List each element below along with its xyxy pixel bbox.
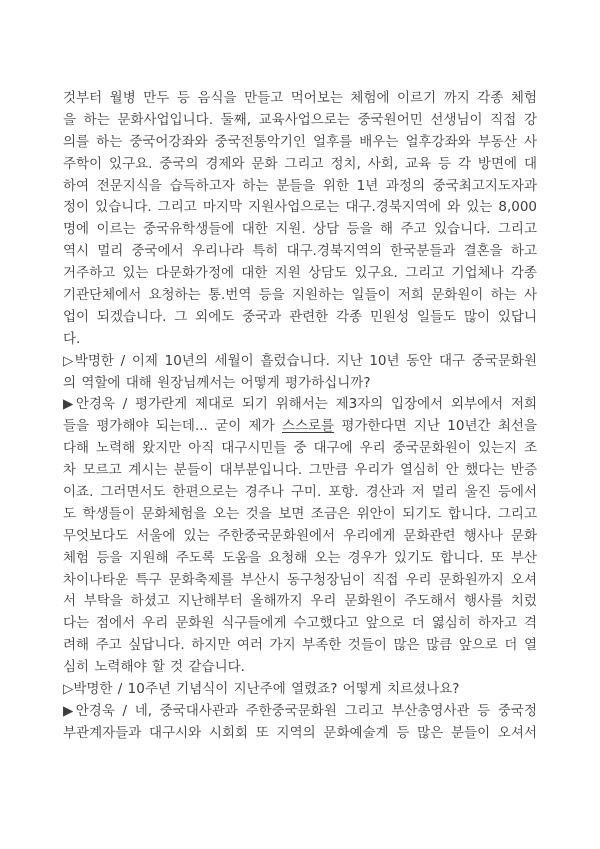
underlined-text: 스스로를 bbox=[281, 418, 335, 435]
text-segment: 서 부탁을 하셨고 지난해부터 올해까지 우리 문화원이 주도해서 행사를 치렀 bbox=[63, 593, 537, 610]
text-segment: 부관계자들과 대구시와 시회회 또 지역의 문화예술계 등 많은 분들이 오셔서 bbox=[63, 724, 537, 741]
text-line bbox=[63, 723, 537, 745]
text-segment: 역시 멀리 중국에서 우리나라 특히 대구.경북지역의 한국분들과 결혼을 하고 bbox=[63, 243, 537, 260]
document-body bbox=[63, 88, 537, 745]
text-line bbox=[63, 176, 537, 198]
text-segment: 심히 노력해야 할 것 같습니다. bbox=[63, 659, 245, 676]
text-line bbox=[63, 570, 537, 592]
text-line bbox=[63, 351, 537, 373]
text-line bbox=[63, 110, 537, 132]
text-segment: 거주하고 있는 다문화가정에 대한 지원 상담도 있구요. 그리고 기업체나 각종 bbox=[63, 265, 537, 282]
text-segment: 다. bbox=[63, 330, 81, 347]
text-segment: 을 하는 문화사업입니다. 둘째, 교육사업으로는 중국원어민 선생님이 직접 강 bbox=[63, 111, 537, 128]
text-line bbox=[63, 329, 537, 351]
text-segment: ▷박명한 / 10주년 기념식이 지난주에 열렸죠? 어떻게 치르셨나요? bbox=[63, 681, 460, 698]
text-segment: ▶안경욱 / 네, 중국대사관과 주한중국문화원 그리고 부산총영사관 등 중국정 bbox=[63, 702, 537, 719]
text-line bbox=[63, 635, 537, 657]
text-line bbox=[63, 263, 537, 285]
text-segment: 도 학생들이 문화체험을 오는 것을 보면 조금은 위안이 되기도 합니다. 그리고 bbox=[63, 505, 537, 522]
text-line bbox=[63, 132, 537, 154]
text-line bbox=[63, 438, 537, 460]
text-line bbox=[63, 241, 537, 263]
text-segment: 정이 있습니다. 그리고 마지막 지원사업으로는 대구.경북지역에 와 있는 8,000 bbox=[63, 199, 537, 216]
text-segment: 이죠. 그러면서도 한편으로는 경주나 구미. 포항. 경산과 저 멀리 울진 등에서 bbox=[63, 484, 537, 501]
text-segment: 무엇보다도 서울에 있는 주한중국문화원에서 우리에게 문화관련 행사나 문화 bbox=[63, 527, 537, 544]
text-line bbox=[63, 657, 537, 679]
text-line bbox=[63, 154, 537, 176]
text-line bbox=[63, 482, 537, 504]
text-line bbox=[63, 373, 537, 395]
text-segment: 려해 주고 싶답니다. 하지만 여러 가지 부족한 것들이 많은 많큼 앞으로 더 열 bbox=[63, 637, 537, 654]
text-segment: 하여 전문지식을 습득하고자 하는 분들을 위한 1년 과정의 중국최고지도자과 bbox=[63, 177, 537, 194]
text-segment: 명에 이르는 중국유학생들에 대한 지원. 상담 등을 해 주고 있습니다. 그리고 bbox=[63, 221, 537, 238]
text-segment: 업이 되겠습니다. 그 외에도 중국과 관련한 각종 민원성 일들도 많이 있답니 bbox=[63, 308, 537, 325]
text-line bbox=[63, 504, 537, 526]
text-segment: 차 모르고 계시는 분들이 대부분입니다. 그만큼 우리가 열심히 안 했다는 반증 bbox=[63, 462, 537, 479]
text-line bbox=[63, 197, 537, 219]
text-line bbox=[63, 460, 537, 482]
text-segment: 평가한다면 지난 10년간 최선을 bbox=[334, 418, 537, 435]
text-line bbox=[63, 548, 537, 570]
text-segment: 의 역할에 대해 원장님께서는 어떻게 평가하십니까? bbox=[63, 374, 371, 391]
text-line bbox=[63, 88, 537, 110]
text-line bbox=[63, 526, 537, 548]
text-line bbox=[63, 591, 537, 613]
text-segment: 들을 평가해야 되는데... 굳이 제가 bbox=[63, 418, 282, 435]
text-segment: 기관단체에서 요청하는 통.번역 등을 지원하는 일들이 저희 문화원이 하는 사 bbox=[63, 287, 537, 304]
text-segment: 다해 노력해 왔지만 아직 대구시민들 중 대구에 우리 중국문화원이 있는지 조 bbox=[63, 440, 537, 457]
text-line bbox=[63, 219, 537, 241]
text-line bbox=[63, 679, 537, 701]
text-line bbox=[63, 613, 537, 635]
text-line bbox=[63, 307, 537, 329]
text-segment: 것부터 월병 만두 등 음식을 만들고 먹어보는 체험에 이르기 까지 각종 체험 bbox=[63, 90, 537, 106]
text-line bbox=[63, 285, 537, 307]
text-segment: ▶안경욱 / 평가란게 제대로 되기 위해서는 제3자의 입장에서 외부에서 저희 bbox=[63, 396, 537, 413]
text-segment: ▷박명한 / 이제 10년의 세월이 흘렀습니다. 지난 10년 동안 대구 중국문화원 bbox=[63, 352, 537, 369]
text-segment: 의를 하는 중국어강좌와 중국전통악기인 얼후를 배우는 얼후강좌와 부동산 사 bbox=[63, 133, 537, 150]
text-line bbox=[63, 416, 537, 438]
text-segment: 다는 점에서 우리 문화원 식구들에게 수고했다고 앞으로 더 엻심히 하자고 격 bbox=[63, 615, 537, 632]
text-line bbox=[63, 701, 537, 723]
text-segment: 주학이 있구요. 중국의 경제와 문화 그리고 정치, 사회, 교육 등 각 방면에 대 bbox=[63, 155, 537, 172]
text-line bbox=[63, 394, 537, 416]
text-segment: 체험 등을 지원해 주도록 도움을 요청해 오는 경우가 있기도 합니다. 또 부산 bbox=[63, 549, 537, 566]
text-segment: 차이나타운 특구 문화축제를 부산시 동구청장님이 직접 우리 문화원까지 오셔 bbox=[63, 571, 537, 588]
